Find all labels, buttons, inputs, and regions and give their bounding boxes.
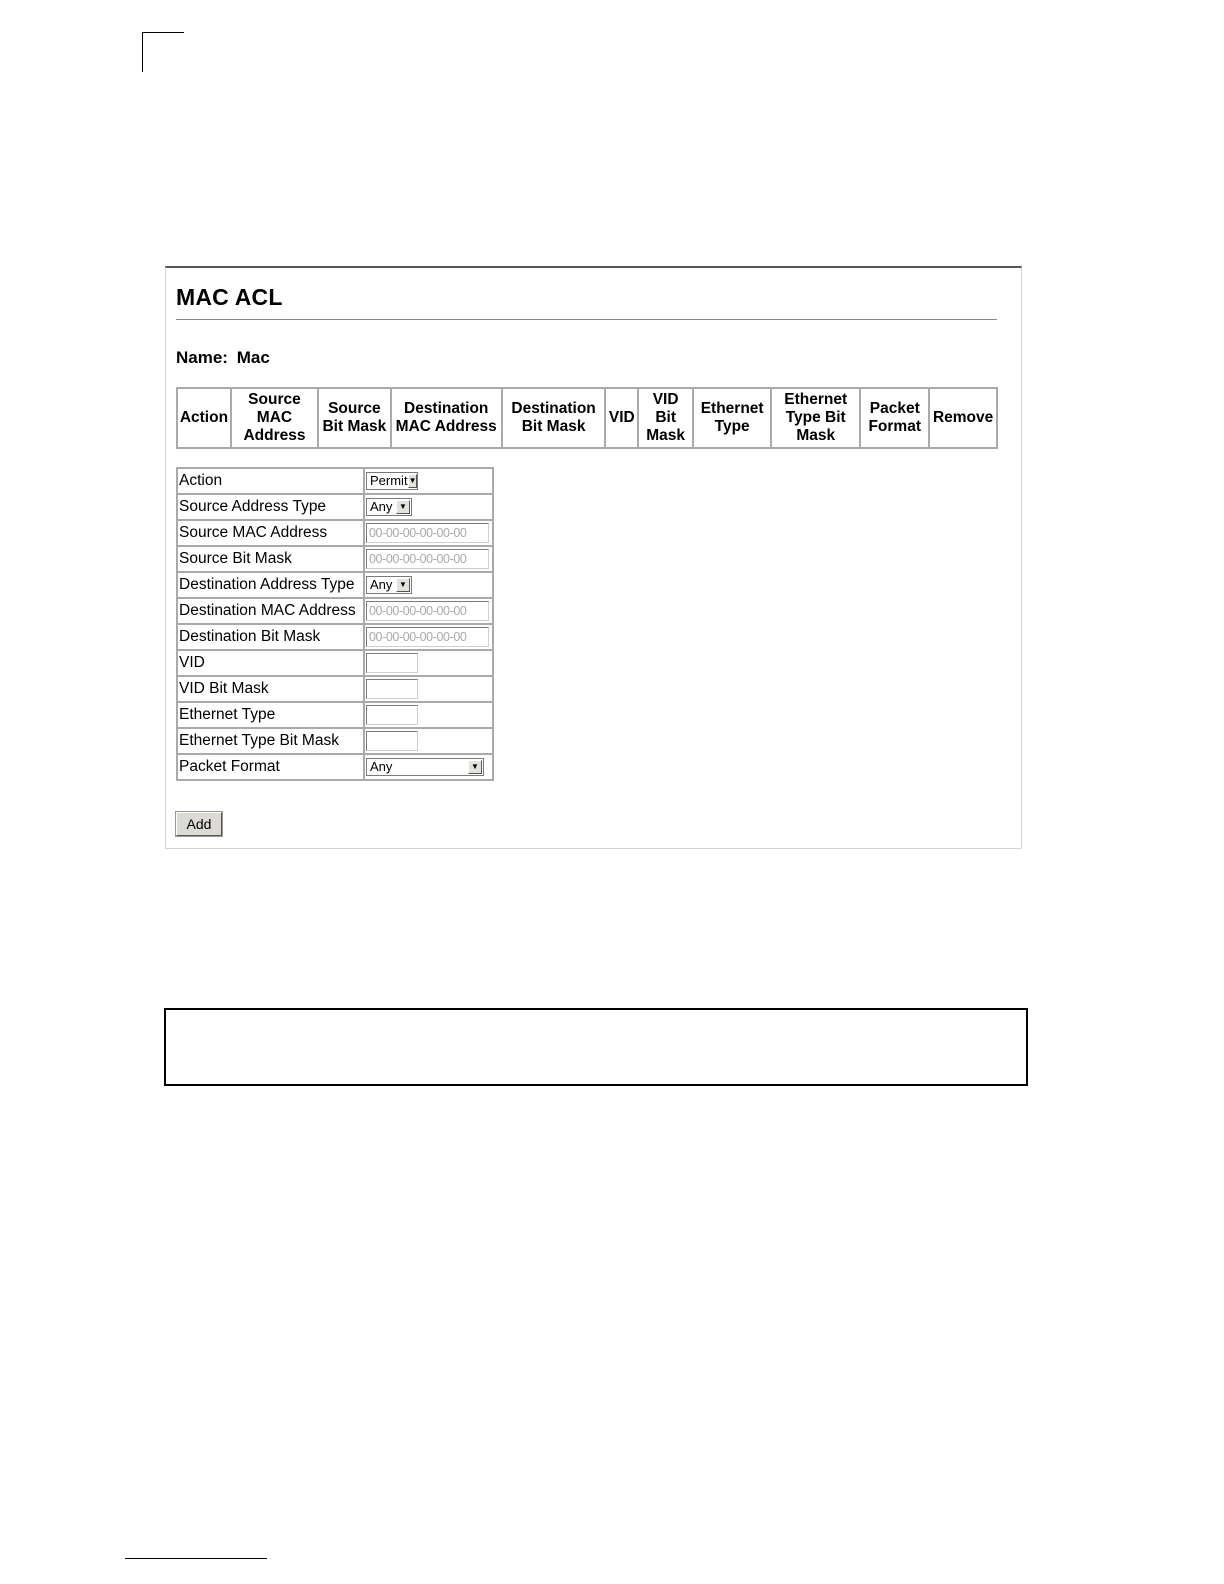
form-row-ethernet-type-bit-mask bbox=[177, 728, 493, 754]
col-ethernet-type-bit-mask bbox=[771, 388, 860, 448]
form-row-packet-format bbox=[177, 754, 493, 780]
header-line: Mask bbox=[646, 427, 686, 444]
form-row-source-address-type bbox=[177, 494, 493, 520]
form-row-destination-bit-mask bbox=[177, 624, 493, 650]
header-line: Bit Mask bbox=[322, 418, 387, 435]
col-ethernet-type bbox=[693, 388, 771, 448]
vid-bit-mask-label: VID Bit Mask bbox=[177, 676, 364, 702]
chevron-down-icon: ▼ bbox=[408, 474, 418, 488]
acl-name-label: Name: bbox=[176, 348, 228, 367]
header-line: Bit Mask bbox=[521, 418, 586, 435]
header-line: VID bbox=[652, 391, 679, 408]
form-row-vid bbox=[177, 650, 493, 676]
col-action bbox=[177, 388, 231, 448]
ethernet-type-input[interactable] bbox=[366, 705, 418, 725]
action-label: Action bbox=[177, 468, 364, 494]
form-row-ethernet-type bbox=[177, 702, 493, 728]
header-line: Destination bbox=[511, 400, 596, 417]
form-row-destination-mac-address bbox=[177, 598, 493, 624]
header-line: Type Bit bbox=[785, 409, 846, 426]
page-title: MAC ACL bbox=[176, 284, 283, 310]
col-vid-bit-mask bbox=[638, 388, 693, 448]
header-line: Destination bbox=[404, 400, 489, 417]
col-source-mac-address bbox=[231, 388, 318, 448]
action-select[interactable] bbox=[366, 472, 418, 490]
title-divider bbox=[176, 319, 997, 320]
form-row-destination-address-type bbox=[177, 572, 493, 598]
footer-rule bbox=[125, 1558, 267, 1559]
col-destination-mac-address bbox=[391, 388, 502, 448]
rules-table bbox=[176, 387, 998, 449]
vid-input[interactable] bbox=[366, 653, 418, 673]
col-packet-format bbox=[860, 388, 929, 448]
col-destination-bit-mask bbox=[502, 388, 606, 448]
destination-mac-address-input[interactable]: 00-00-00-00-00-00 bbox=[366, 601, 489, 621]
acl-name-value: Mac bbox=[236, 348, 270, 367]
form-row-vid-bit-mask bbox=[177, 676, 493, 702]
destination-mac-address-label: Destination MAC Address bbox=[177, 598, 364, 624]
chevron-down-icon: ▼ bbox=[468, 760, 482, 774]
packet-format-label: Packet Format bbox=[177, 754, 364, 780]
destination-address-type-label: Destination Address Type bbox=[177, 572, 364, 598]
header-line: Packet bbox=[869, 400, 920, 417]
chevron-down-icon: ▼ bbox=[396, 578, 410, 592]
form-row-source-mac-address bbox=[177, 520, 493, 546]
ethernet-type-bit-mask-input[interactable] bbox=[366, 731, 418, 751]
col-source-bit-mask bbox=[318, 388, 391, 448]
rules-table-header-row bbox=[177, 388, 997, 448]
header-line: Type bbox=[714, 418, 750, 435]
header-line: Mask bbox=[796, 427, 836, 444]
ethernet-type-label: Ethernet Type bbox=[177, 702, 364, 728]
header-line: Bit bbox=[655, 409, 676, 426]
destination-bit-mask-input[interactable]: 00-00-00-00-00-00 bbox=[366, 627, 489, 647]
source-address-type-label: Source Address Type bbox=[177, 494, 364, 520]
header-line: Source bbox=[328, 400, 381, 417]
header-line: MAC bbox=[256, 409, 293, 426]
packet-format-select[interactable] bbox=[366, 758, 484, 776]
header-line: Action bbox=[179, 409, 229, 426]
header-line: Remove bbox=[932, 409, 994, 426]
ethernet-type-bit-mask-label: Ethernet Type Bit Mask bbox=[177, 728, 364, 754]
source-address-type-value: Any bbox=[370, 499, 393, 515]
packet-format-value: Any bbox=[370, 759, 393, 775]
source-mac-address-label: Source MAC Address bbox=[177, 520, 364, 546]
header-line: Ethernet bbox=[784, 391, 848, 408]
add-rule-form bbox=[176, 467, 494, 781]
source-bit-mask-input[interactable]: 00-00-00-00-00-00 bbox=[366, 549, 489, 569]
add-button[interactable]: Add bbox=[176, 812, 222, 836]
note-box bbox=[164, 1008, 1028, 1086]
header-line: Format bbox=[868, 418, 922, 435]
source-mac-address-input[interactable]: 00-00-00-00-00-00 bbox=[366, 523, 489, 543]
destination-address-type-select[interactable] bbox=[366, 576, 412, 594]
header-line: Source bbox=[248, 391, 301, 408]
header-line: VID bbox=[608, 409, 635, 426]
col-vid bbox=[605, 388, 638, 448]
vid-bit-mask-input[interactable] bbox=[366, 679, 418, 699]
crop-mark-vertical bbox=[142, 32, 143, 72]
destination-address-type-value: Any bbox=[370, 577, 393, 593]
chevron-down-icon: ▼ bbox=[396, 500, 410, 514]
source-bit-mask-label: Source Bit Mask bbox=[177, 546, 364, 572]
vid-label: VID bbox=[177, 650, 364, 676]
acl-name bbox=[176, 348, 270, 368]
source-address-type-select[interactable] bbox=[366, 498, 412, 516]
header-line: MAC Address bbox=[395, 418, 497, 435]
form-row-action bbox=[177, 468, 493, 494]
mac-acl-panel bbox=[165, 266, 1022, 849]
form-row-source-bit-mask bbox=[177, 546, 493, 572]
header-line: Ethernet bbox=[700, 400, 764, 417]
col-remove bbox=[929, 388, 997, 448]
destination-bit-mask-label: Destination Bit Mask bbox=[177, 624, 364, 650]
crop-mark-horizontal bbox=[142, 32, 184, 33]
header-line: Address bbox=[243, 427, 306, 444]
action-select-value: Permit bbox=[370, 473, 408, 489]
